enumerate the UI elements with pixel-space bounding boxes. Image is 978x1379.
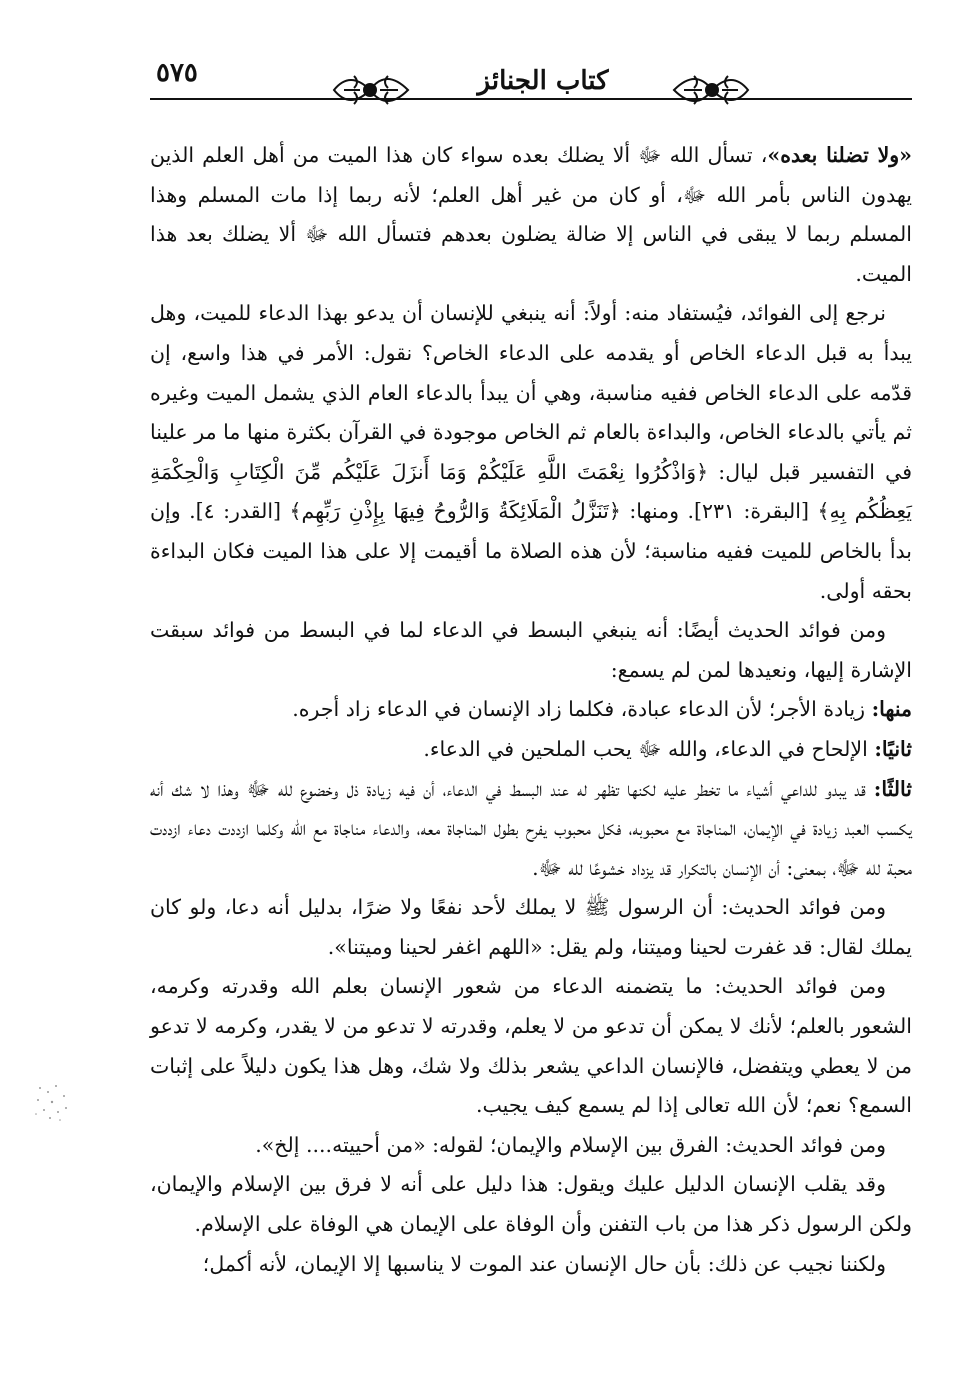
running-title: كتاب الجنائز [477,66,609,96]
paragraph-text: ولكننا نجيب عن ذلك: بأن حال الإنسان عند الموت لا يناسبها إلا الإيمان، لأنه أكمل؛ [202,1251,886,1276]
paragraph [150,770,912,889]
paragraph-lead: «ولا تضلنا بعده» [767,143,912,167]
paragraph [150,888,912,967]
paragraph-text: ومن فوائد الحديث: ما يتضمنه الدعاء من شعور الإنسان بعلم الله وقدرته وكرمه، الشعور بالعلم؛ لأنك لا يمكن أن تدعو من لا يعلم، وقدرته لا تدعو من لا يقدر، وكرمه لا تدعو من لا يعطي ويتفضل، فالإنسان الداعي يشعر بذلك ولا شك، وهل هذا يكون دليلاً على إثبات السمع؟ نعم؛ لأن الله تعالى إذا لم يسمع كيف يجيب. [150,974,912,1118]
paragraph-text: وقد يقلب الإنسان الدليل عليك ويقول: هذا دليل على أنه لا فرق بين الإسلام والإيمان، ولكن الرسول ذكر هذا من باب التفنن وأن الوفاة على الإيمان هي الوفاة على الإسلام. [150,1172,912,1237]
paragraph [150,690,912,730]
paragraph-text: قد يبدو للداعي أشياء ما تخطر عليه لكنها تظهر له عند البسط في الدعاء، أن فيه زيادة ذل وخضوع لله ﷻ وهذا لا شك أنه يكسب العبد زيادة في الإيمان، المناجاة مع محبوبه، فكل محبوب يفرح بطول المناجاة معه، والدعاء مناجاة مع الله وكلما ازددت دعاء ازددت محبة لله ﷻ، بمعنى: أن الإنسان بالتكرار قد يزداد خشوعًا لله ﷻ. [150,776,912,880]
paragraph-lead: ثانيًا: [874,736,912,761]
scan-speck [30,1080,74,1124]
paragraph [150,967,912,1125]
paragraph [150,136,912,294]
paragraph-lead: منها: [871,697,912,722]
paragraph-text: نرجع إلى الفوائد، فيُستفاد منه: أولاً: أنه ينبغي للإنسان أن يدعو بهذا الدعاء للميت، وهل يبدأ به قبل الدعاء الخاص أو يقدمه على الدعاء الخاص؟ نقول: الأمر في هذا واسع، إن قدّمه على الدعاء الخاص ففيه مناسبة، وهي أن يبدأ بالدعاء العام الذي يشمل الميت وغيره ثم يأتي بالدعاء الخاص، والبداءة بالعام ثم الخاص موجودة في القرآن بكثرة منها ما مر علينا في التفسير قبل ليال: ﴿وَاذْكُرُوا نِعْمَتَ اللَّهِ عَلَيْكُمْ وَمَا أَنزَلَ عَلَيْكُم مِّنَ الْكِتَابِ وَالْحِكْمَةِ يَعِظُكُم بِهِ﴾ [البقرة: ٢٣١]. ومنها: ﴿تَنَزَّلُ الْمَلَائِكَةُ وَالرُّوحُ فِيهَا بِإِذْنِ رَبِّهِم﴾ [القدر: ٤]. وإن بدأ بالخاص للميت ففيه مناسبة؛ لأن هذه الصلاة ما أقيمت إلا على هذا الميت فكان البداءة بحقه أولى. [150,301,913,603]
paragraph-text: ومن فوائد الحديث أيضًا: أنه ينبغي البسط في الدعاء لما في البسط من فوائد سبقت الإشارة إليها، ونعيدها لمن لم يسمع: [150,618,912,682]
paragraph-text: ومن فوائد الحديث: أن الرسول ﷺ لا يملك لأحد نفعًا ولا ضرًا، بدليل أنه دعا، ولو كان يملك لقال: قد غفرت لحينا وميتنا، ولم يقل: «اللهم اغفر لحينا وميتنا». [150,895,912,959]
paragraph-text: الإلحاح في الدعاء، والله ﷻ يحب الملحين في الدعاء. [423,736,875,761]
paragraph [150,294,912,611]
paragraph [150,730,912,770]
paragraph [150,1165,912,1244]
page-number: ٥٧٥ [156,58,198,88]
ornament-right-icon [670,64,752,116]
ornament-left-icon [330,64,412,116]
paragraph [150,1126,912,1166]
paragraph-text: ومن فوائد الحديث: الفرق بين الإسلام والإيمان؛ لقوله: «من أحييته.... إلخ». [255,1132,886,1157]
paragraph [150,611,912,690]
header-rule [150,98,912,100]
paragraph-text: زيادة الأجر؛ لأن الدعاء عبادة، فكلما زاد الإنسان في الدعاء زاد أجره. [292,697,872,722]
main-text [150,136,912,1284]
paragraph-text: ، تسأل الله ﷻ ألا يضلك بعده سواء كان هذا الميت من أهل العلم الذين يهدون الناس بأمر الله ﷻ، أو كان من غير أهل العلم؛ لأنه ربما إذا مات المسلم وهذا المسلم ربما لا يبقى في الناس إلا ضالة يضلون بعدهم فتسأل الله ﷻ ألا يضلك بعد هذا الميت. [150,143,912,286]
paragraph-lead: ثالثًا: [873,776,912,801]
paragraph [150,1245,912,1285]
